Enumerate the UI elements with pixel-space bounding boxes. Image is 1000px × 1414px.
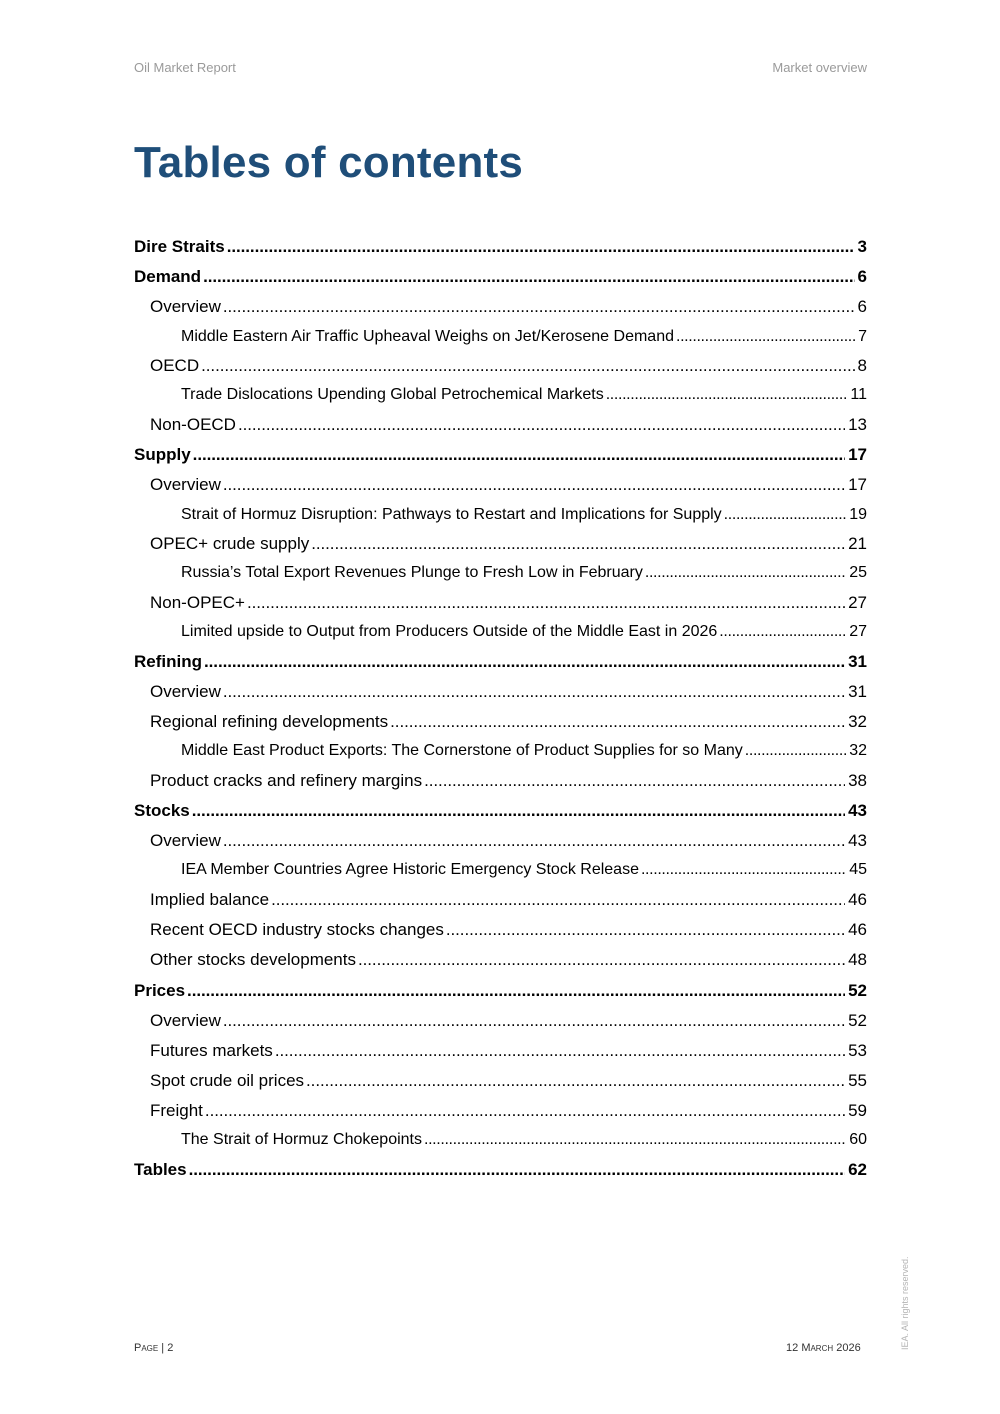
dot-leader [223, 1006, 845, 1036]
toc-entry-page: 6 [857, 267, 867, 287]
toc-entry[interactable] [134, 1096, 867, 1126]
dot-leader [223, 677, 845, 707]
toc-entry[interactable] [134, 766, 867, 796]
toc-entry-page: 7 [858, 327, 867, 345]
toc-entry[interactable] [134, 976, 867, 1006]
toc-entry-page: 11 [850, 386, 867, 404]
dot-leader [204, 647, 845, 677]
toc-entry[interactable] [134, 351, 867, 381]
toc-entry-page: 31 [848, 681, 867, 701]
toc-entry[interactable] [134, 529, 867, 559]
dot-leader [311, 529, 845, 559]
toc-entry[interactable] [134, 232, 867, 262]
toc-entry[interactable] [134, 501, 867, 530]
toc-entry[interactable] [134, 1036, 867, 1066]
table-of-contents [134, 232, 867, 1185]
dot-leader [424, 1126, 846, 1155]
dot-leader [201, 351, 854, 381]
toc-entry[interactable] [134, 470, 867, 500]
toc-entry[interactable] [134, 915, 867, 945]
toc-entry[interactable] [134, 1066, 867, 1096]
dot-leader [205, 1096, 845, 1126]
toc-entry-title: Russia’s Total Export Revenues Plunge to Fresh Low in February [181, 564, 643, 582]
toc-entry-title: Trade Dislocations Upending Global Petrochemical Markets [181, 386, 604, 404]
report-name: Oil Market Report [134, 60, 236, 75]
toc-entry-page: 38 [848, 770, 867, 790]
section-name: Market overview [772, 60, 867, 75]
toc-entry-page: 32 [849, 742, 867, 760]
dot-leader [223, 292, 855, 322]
page-number: Page | 2 [134, 1342, 174, 1354]
dot-leader [645, 559, 846, 588]
toc-entry-title: OECD [150, 356, 200, 376]
dot-leader [724, 501, 847, 530]
toc-entry[interactable] [134, 292, 867, 322]
dot-leader [606, 381, 848, 410]
toc-entry-title: Prices [134, 980, 186, 1000]
dot-leader [358, 945, 845, 975]
toc-entry-page: 21 [848, 534, 867, 554]
toc-entry-page: 17 [848, 445, 867, 465]
toc-entry[interactable] [134, 1006, 867, 1036]
toc-entry[interactable] [134, 1155, 867, 1185]
toc-entry[interactable] [134, 588, 867, 618]
toc-entry[interactable] [134, 381, 867, 410]
dot-leader [446, 915, 845, 945]
toc-entry-title: Non-OPEC+ [150, 592, 245, 612]
toc-entry-page: 52 [848, 1010, 867, 1030]
toc-entry[interactable] [134, 647, 867, 677]
toc-entry-page: 27 [849, 623, 867, 641]
toc-entry-page: 46 [848, 889, 867, 909]
dot-leader [275, 1036, 845, 1066]
toc-entry-title: Tables [134, 1160, 187, 1180]
toc-entry[interactable] [134, 440, 867, 470]
toc-entry-title: Overview [150, 1010, 221, 1030]
toc-entry-page: 60 [849, 1131, 867, 1149]
toc-entry[interactable] [134, 677, 867, 707]
toc-entry[interactable] [134, 559, 867, 588]
toc-entry-title: Limited upside to Output from Producers Outside of the Middle East in 2026 [181, 623, 718, 641]
toc-entry-page: 52 [848, 980, 867, 1000]
toc-entry-page: 32 [848, 712, 867, 732]
dot-leader [390, 707, 845, 737]
toc-entry[interactable] [134, 856, 867, 885]
toc-entry-title: Dire Straits [134, 237, 225, 256]
toc-entry-page: 45 [849, 861, 867, 879]
toc-entry[interactable] [134, 885, 867, 915]
date-year: 2026 [836, 1342, 861, 1354]
dot-leader [641, 856, 846, 885]
toc-entry[interactable] [134, 826, 867, 856]
toc-entry-title: Implied balance [150, 889, 270, 909]
dot-leader [676, 323, 855, 352]
toc-entry[interactable] [134, 707, 867, 737]
toc-entry-title: Refining [134, 651, 202, 671]
toc-entry[interactable] [134, 945, 867, 975]
copyright-notice: IEA. All rights reserved. [900, 1256, 910, 1350]
dot-leader [424, 766, 845, 796]
toc-entry-page: 8 [857, 356, 867, 376]
toc-entry[interactable] [134, 618, 867, 647]
toc-entry-title: Spot crude oil prices [150, 1071, 305, 1091]
dot-leader [227, 232, 855, 262]
toc-entry[interactable] [134, 323, 867, 352]
toc-entry-page: 17 [848, 475, 867, 495]
toc-entry-title: Regional refining developments [150, 712, 389, 732]
toc-entry-page: 43 [848, 831, 867, 851]
date-day: 12 [786, 1342, 799, 1354]
toc-entry-title: Demand [134, 267, 202, 287]
toc-entry[interactable] [134, 262, 867, 292]
dot-leader [271, 885, 845, 915]
dot-leader [223, 826, 845, 856]
toc-entry-page: 53 [848, 1040, 867, 1060]
toc-entry-title: Overview [150, 681, 221, 701]
toc-entry-page: 59 [848, 1101, 867, 1121]
dot-leader [745, 737, 846, 766]
toc-entry-title: The Strait of Hormuz Chokepoints [181, 1131, 422, 1149]
toc-entry-title: Overview [150, 831, 221, 851]
dot-leader [306, 1066, 845, 1096]
dot-leader [719, 618, 846, 647]
toc-entry-page: 13 [848, 414, 867, 434]
dot-leader [192, 796, 845, 826]
dot-leader [247, 588, 845, 618]
toc-entry-page: 19 [849, 505, 867, 523]
toc-entry[interactable] [134, 1126, 867, 1155]
toc-entry-title: Middle Eastern Air Traffic Upheaval Weighs on Jet/Kerosene Demand [181, 327, 674, 345]
toc-entry-title: Middle East Product Exports: The Cornerstone of Product Supplies for so Many [181, 742, 743, 760]
report-date [786, 1342, 861, 1354]
toc-entry-title: Non-OECD [150, 414, 236, 434]
dot-leader [193, 440, 845, 470]
toc-entry-page: 46 [848, 920, 867, 940]
toc-entry-title: OPEC+ crude supply [150, 534, 310, 554]
toc-entry-title: Supply [134, 445, 191, 465]
toc-entry-title: Product cracks and refinery margins [150, 770, 423, 790]
toc-entry-title: Futures markets [150, 1040, 273, 1060]
dot-leader [223, 470, 845, 500]
toc-entry-title: Recent OECD industry stocks changes [150, 920, 444, 940]
dot-leader [189, 1155, 845, 1185]
toc-entry-title: Freight [150, 1101, 203, 1121]
toc-entry-page: 27 [848, 592, 867, 612]
toc-entry-page: 43 [848, 801, 867, 820]
toc-entry-title: Other stocks developments [150, 950, 356, 970]
toc-entry-page: 62 [848, 1160, 867, 1180]
toc-entry-page: 6 [857, 297, 867, 317]
toc-entry-title: Overview [150, 297, 221, 317]
dot-leader [238, 410, 845, 440]
page-title: Tables of contents [134, 138, 524, 187]
toc-entry-title: Strait of Hormuz Disruption: Pathways to Restart and Implications for Supply [181, 505, 722, 523]
dot-leader [203, 262, 854, 292]
toc-entry-title: Stocks [134, 801, 190, 820]
toc-entry[interactable] [134, 410, 867, 440]
toc-entry-page: 31 [848, 651, 867, 671]
toc-entry-page: 55 [848, 1071, 867, 1091]
toc-entry-page: 25 [849, 564, 867, 582]
toc-entry-title: Overview [150, 475, 221, 495]
toc-entry[interactable] [134, 737, 867, 766]
date-month: March [801, 1342, 834, 1354]
toc-entry-page: 3 [857, 237, 867, 256]
toc-entry[interactable] [134, 796, 867, 826]
toc-entry-title: IEA Member Countries Agree Historic Emergency Stock Release [181, 861, 639, 879]
dot-leader [187, 976, 845, 1006]
toc-entry-page: 48 [848, 950, 867, 970]
